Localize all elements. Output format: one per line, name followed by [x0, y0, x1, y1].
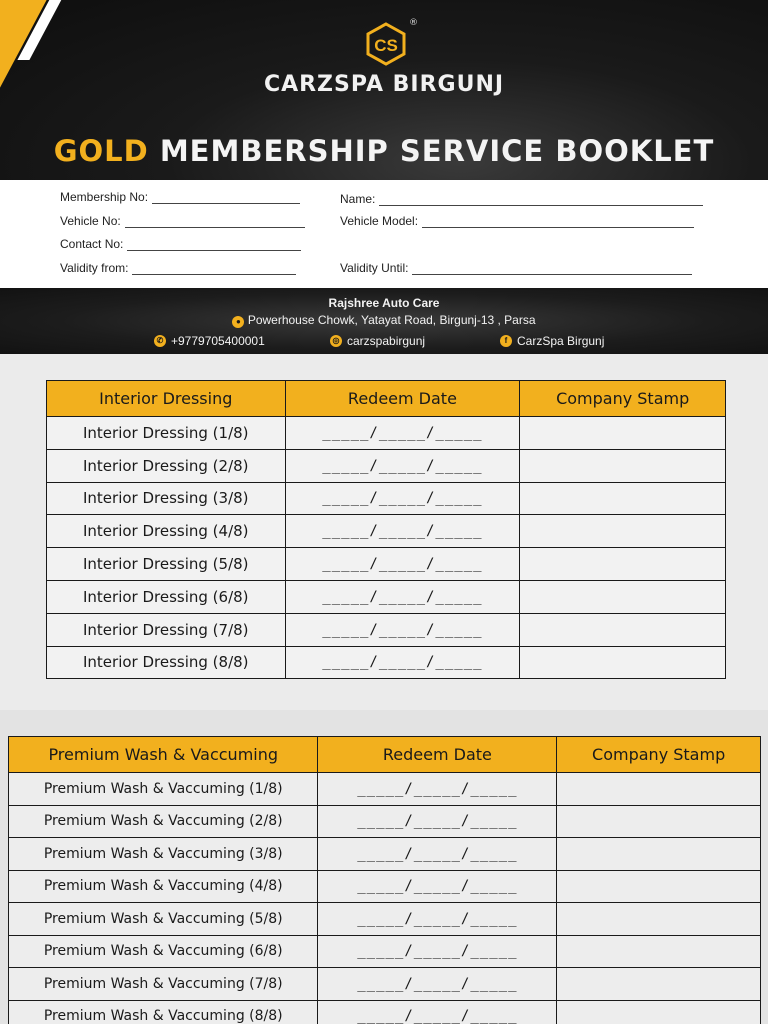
- service-column-header: Premium Wash & Vaccuming: [9, 737, 318, 773]
- stamp-cell[interactable]: [557, 1000, 761, 1024]
- name-field[interactable]: [340, 192, 703, 206]
- brand-logo: [364, 22, 408, 66]
- address-line: [0, 313, 768, 328]
- redeem-date-cell[interactable]: _____/_____/_____: [285, 613, 520, 646]
- table-row: [47, 548, 726, 581]
- instagram-icon: ◎: [330, 335, 342, 347]
- redeem-date-cell[interactable]: _____/_____/_____: [318, 805, 557, 838]
- redeem-date-cell[interactable]: _____/_____/_____: [285, 482, 520, 515]
- stamp-cell[interactable]: [520, 548, 726, 581]
- service-cell: Premium Wash & Vaccuming (6/8): [9, 935, 318, 968]
- service-cell: Interior Dressing (8/8): [47, 646, 286, 679]
- vehicle-no-line[interactable]: [125, 218, 305, 228]
- table-row: [9, 1000, 761, 1024]
- service-cell: Premium Wash & Vaccuming (7/8): [9, 968, 318, 1001]
- stamp-cell[interactable]: [520, 515, 726, 548]
- redeem-date-cell[interactable]: _____/_____/_____: [318, 773, 557, 806]
- stamp-cell[interactable]: [557, 870, 761, 903]
- table-row: [47, 646, 726, 679]
- table-header-row: [47, 381, 726, 417]
- redeem-date-cell[interactable]: _____/_____/_____: [285, 580, 520, 613]
- name-line[interactable]: [379, 196, 703, 206]
- service-cell: Premium Wash & Vaccuming (2/8): [9, 805, 318, 838]
- phone-contact[interactable]: [154, 334, 265, 348]
- redeem-date-column-header: Redeem Date: [318, 737, 557, 773]
- brand-name: CARZSPA BIRGUNJ: [263, 72, 505, 97]
- company-name: Rajshree Auto Care: [328, 296, 440, 310]
- member-form: [0, 180, 768, 288]
- contact-no-label: Contact No:: [60, 237, 124, 251]
- redeem-date-cell[interactable]: _____/_____/_____: [318, 1000, 557, 1024]
- table-row: [9, 773, 761, 806]
- redeem-date-cell[interactable]: _____/_____/_____: [285, 646, 520, 679]
- redeem-date-cell[interactable]: _____/_____/_____: [285, 515, 520, 548]
- facebook-contact[interactable]: [500, 334, 604, 348]
- table-row: [9, 903, 761, 936]
- vehicle-no-field[interactable]: [60, 214, 305, 228]
- instagram-contact[interactable]: [330, 334, 425, 348]
- service-cell: Interior Dressing (3/8): [47, 482, 286, 515]
- redeem-date-cell[interactable]: _____/_____/_____: [318, 903, 557, 936]
- stamp-cell[interactable]: [520, 613, 726, 646]
- membership-no-line[interactable]: [152, 194, 300, 204]
- redeem-date-cell[interactable]: _____/_____/_____: [285, 417, 520, 450]
- stamp-cell[interactable]: [557, 968, 761, 1001]
- title-highlight: GOLD: [53, 134, 149, 168]
- stamp-cell[interactable]: [520, 482, 726, 515]
- table-row: [9, 838, 761, 871]
- table-row: [9, 805, 761, 838]
- stamp-cell[interactable]: [520, 417, 726, 450]
- table-row: [47, 515, 726, 548]
- service-cell: Interior Dressing (2/8): [47, 449, 286, 482]
- redeem-date-cell[interactable]: _____/_____/_____: [318, 935, 557, 968]
- booklet-header: [0, 0, 768, 180]
- redeem-date-cell[interactable]: _____/_____/_____: [285, 449, 520, 482]
- service-cell: Premium Wash & Vaccuming (4/8): [9, 870, 318, 903]
- service-cell: Premium Wash & Vaccuming (8/8): [9, 1000, 318, 1024]
- phone-text: +9779705400001: [171, 334, 265, 348]
- validity-from-label: Validity from:: [60, 261, 129, 275]
- service-cell: Interior Dressing (5/8): [47, 548, 286, 581]
- logo-hexagon-icon: [364, 22, 408, 66]
- location-pin-icon: ●: [232, 316, 244, 328]
- name-label: Name:: [340, 192, 376, 206]
- phone-icon: ✆: [154, 335, 166, 347]
- stamp-cell[interactable]: [520, 646, 726, 679]
- redeem-date-cell[interactable]: _____/_____/_____: [285, 548, 520, 581]
- validity-until-line[interactable]: [412, 265, 692, 275]
- stamp-cell[interactable]: [557, 805, 761, 838]
- stamp-cell[interactable]: [557, 773, 761, 806]
- service-column-header: Interior Dressing: [47, 381, 286, 417]
- contact-strip: [0, 288, 768, 354]
- contact-no-line[interactable]: [127, 241, 301, 251]
- validity-until-label: Validity Until:: [340, 261, 409, 275]
- redeem-date-cell[interactable]: _____/_____/_____: [318, 968, 557, 1001]
- table-row: [47, 580, 726, 613]
- stamp-cell[interactable]: [557, 935, 761, 968]
- service-cell: Premium Wash & Vaccuming (5/8): [9, 903, 318, 936]
- instagram-text: carzspabirgunj: [347, 334, 426, 348]
- stamp-cell[interactable]: [557, 838, 761, 871]
- redeem-date-column-header: Redeem Date: [285, 381, 520, 417]
- table-row: [47, 613, 726, 646]
- service-cell: Interior Dressing (1/8): [47, 417, 286, 450]
- table-row: [9, 870, 761, 903]
- redeem-date-cell[interactable]: _____/_____/_____: [318, 870, 557, 903]
- table-header-row: [9, 737, 761, 773]
- svg-text:CS: CS: [374, 36, 398, 55]
- table-row: [47, 482, 726, 515]
- table-row: [47, 449, 726, 482]
- service-cell: Interior Dressing (7/8): [47, 613, 286, 646]
- table-row: [9, 968, 761, 1001]
- redeem-date-cell[interactable]: _____/_____/_____: [318, 838, 557, 871]
- service-cell: Interior Dressing (4/8): [47, 515, 286, 548]
- vehicle-model-line[interactable]: [422, 218, 694, 228]
- membership-no-label: Membership No:: [60, 190, 149, 204]
- registered-mark: ®: [409, 18, 418, 28]
- membership-no-field[interactable]: [60, 190, 300, 204]
- table-row: [9, 935, 761, 968]
- interior-dressing-table: [46, 380, 726, 679]
- vehicle-model-label: Vehicle Model:: [340, 214, 419, 228]
- stamp-cell[interactable]: [520, 449, 726, 482]
- company-stamp-column-header: Company Stamp: [520, 381, 726, 417]
- address-text: Powerhouse Chowk, Yatayat Road, Birgunj-13 , Parsa: [247, 313, 536, 327]
- vehicle-no-label: Vehicle No:: [60, 214, 121, 228]
- stamp-cell[interactable]: [520, 580, 726, 613]
- validity-from-field[interactable]: [60, 261, 296, 275]
- contact-no-field[interactable]: [60, 237, 301, 251]
- table-row: [47, 417, 726, 450]
- facebook-icon: f: [500, 335, 512, 347]
- title-rest: MEMBERSHIP SERVICE BOOKLET: [148, 134, 715, 168]
- validity-from-line[interactable]: [132, 265, 296, 275]
- validity-until-field[interactable]: [340, 261, 692, 275]
- vehicle-model-field[interactable]: [340, 214, 694, 228]
- booklet-title: [0, 134, 768, 168]
- service-cell: Premium Wash & Vaccuming (3/8): [9, 838, 318, 871]
- company-stamp-column-header: Company Stamp: [557, 737, 761, 773]
- service-cell: Interior Dressing (6/8): [47, 580, 286, 613]
- facebook-text: CarzSpa Birgunj: [517, 334, 605, 348]
- premium-wash-table: [8, 736, 761, 1024]
- stamp-cell[interactable]: [557, 903, 761, 936]
- service-cell: Premium Wash & Vaccuming (1/8): [9, 773, 318, 806]
